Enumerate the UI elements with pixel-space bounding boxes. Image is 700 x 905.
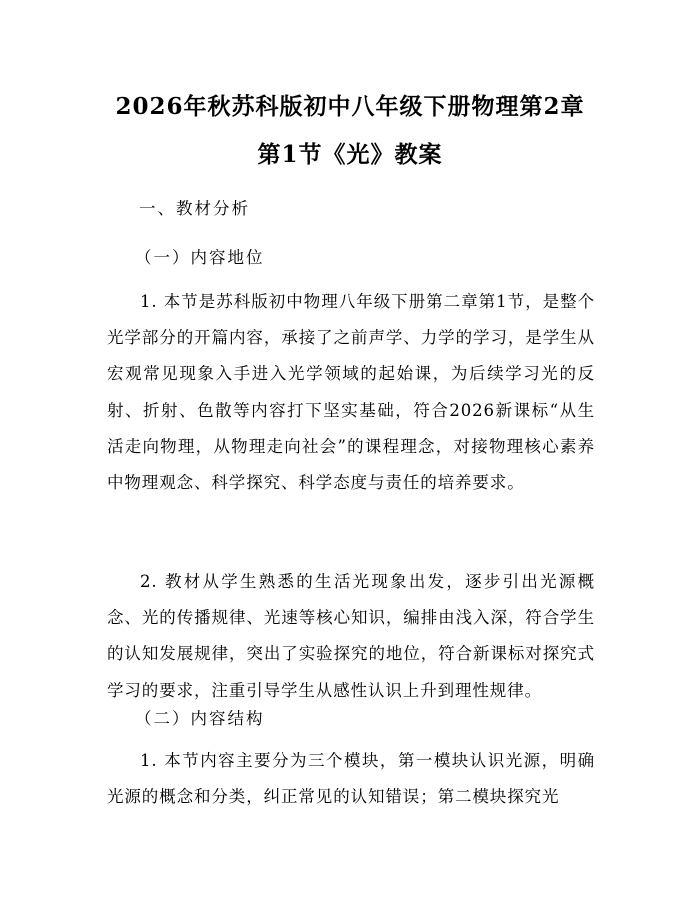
paragraph-content-position-1: 1. 本节是苏科版初中物理八年级下册第二章第1节，是整个光学部分的开篇内容，承接了之前声学、力学的学习，是学生从宏观常见现象入手进入光学领域的起始课，为后续学习光的反射、折射、色散等内容打下坚实基础，符合2026新课标“从生活走向物理，从物理走向社会”的课程理念，对接物理核心素养中物理观念、科学探究、科学态度与责任的培养要求。	[107, 292, 595, 493]
document-title-line-2: 第1节《光》教案	[257, 141, 443, 168]
subsection-heading-content-structure: （二）内容结构	[135, 709, 265, 728]
subsection-heading-content-position: （一）内容地位	[135, 248, 265, 267]
document-title-line-1: 2026年秋苏科版初中八年级下册物理第2章	[115, 93, 585, 120]
paragraph-content-position-2: 2. 教材从学生熟悉的生活光现象出发，逐步引出光源概念、光的传播规律、光速等核心知识，编排由浅入深，符合学生的认知发展规律，突出了实验探究的地位，符合新课标对探究式学习的要求，注重引导学生从感性认识上升到理性规律。	[107, 572, 595, 700]
section-heading-textbook-analysis: 一、教材分析	[139, 199, 250, 218]
paragraph-content-structure-1: 1. 本节内容主要分为三个模块，第一模块认识光源，明确光源的概念和分类，纠正常见的认知错误；第二模块探究光	[107, 751, 595, 807]
